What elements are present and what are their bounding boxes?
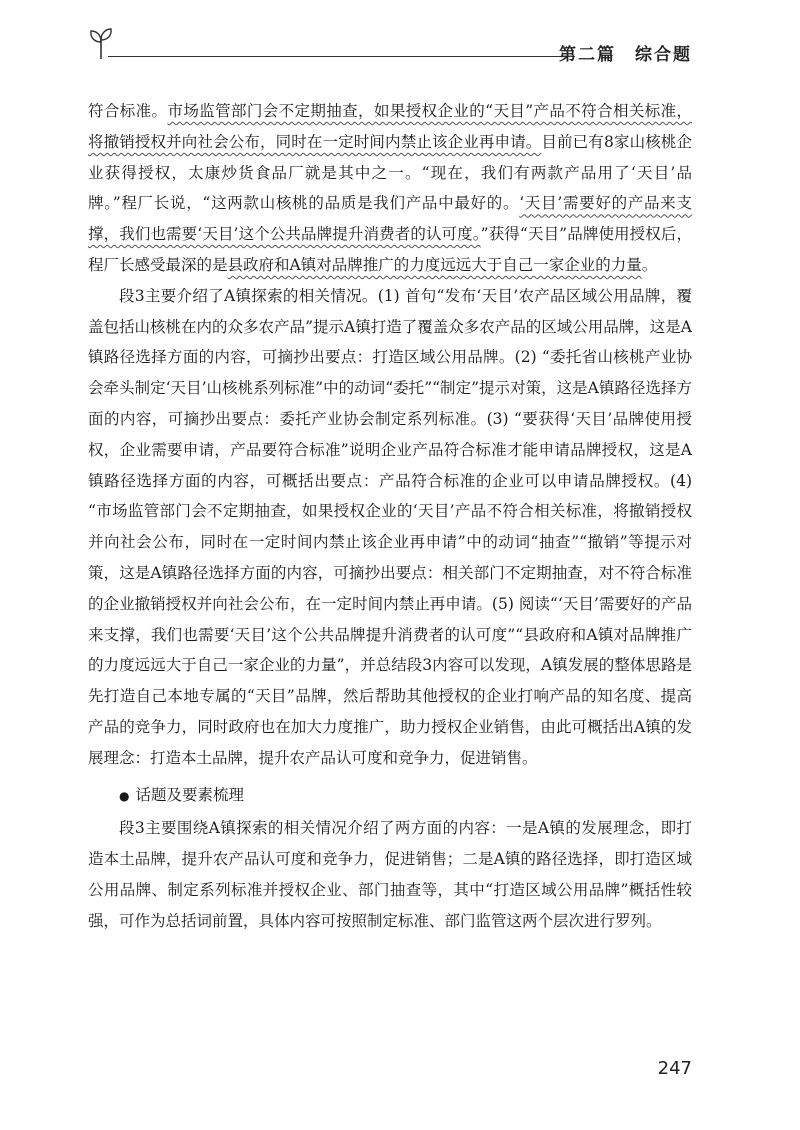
text-run: 。 [641, 255, 658, 274]
text-run: 符合标准。 [88, 102, 168, 120]
summary-paragraph: 段3主要围绕A镇探索的相关情况介绍了两方面的内容：一是A镇的发展理念，即打造本土品牌，提升农产品认可度和竞争力，促进销售；二是A镇的路径选择，即打造区域公用品牌、制定系列标准并授权企业、部门抽查等，其中“打造区域公用品牌”概括性较强，可作为总括词前置，具体内容可按照制定标准、部门监管这两个层次进行罗列。 [88, 819, 692, 930]
text-run: 目前已有8家山核桃企业获得授权，太康炒货食品厂就是其中之一。“现在，我们有两款产品用了‘天目’品牌。”程厂长说，“这两款山核桃的品质是我们产品中最好的。 [88, 132, 692, 213]
page-body [88, 96, 692, 937]
underlined-text: ‘天目’需要好的产品来支撑，我们也需要‘天目’这个公共品牌提升消费者的认可度。 [88, 194, 692, 244]
underlined-text: 市场监管部门会不定期抽查，如果授权企业的“天目”产品不符合相关标准，将撤销授权并向社会公布，同时在一定时间内禁止该企业再申请。 [88, 102, 692, 151]
underlined-text: 县政府和A镇对品牌推广的力度远远大于自己一家企业的力量 [227, 255, 642, 274]
page-header [88, 26, 692, 74]
header-rule [108, 56, 564, 57]
bullet-heading [88, 780, 692, 812]
bullet-icon: ● [119, 788, 130, 803]
page-number: 247 [657, 1058, 692, 1079]
paragraph-continuation [88, 96, 692, 281]
section-title: 第二篇 综合题 [559, 45, 692, 65]
bullet-heading-text: 话题及要素梳理 [135, 785, 244, 804]
analysis-paragraph: 段3主要介绍了A镇探索的相关情况。(1) 首句“发布‘天目’农产品区域公用品牌，覆盖包括山核桃在内的众多农产品”提示A镇打造了覆盖众多农产品的区域公用品牌，这是A镇路径选择方面的内容，可摘抄出要点：打造区域公用品牌。(2) “委托省山核桃产业协会牵头制定‘天目’山核桃系列标准”中的动词“委托”“制定”提示对策，这是A镇路径选择方面的内容，可摘抄出要点：委托产业协会制定系列标准。(3) “要获得‘天目’品牌使用授权，企业需要申请，产品要符合标准”说明企业产品符合标准才能申请品牌授权，这是A镇路径选择方面的内容，可概括出要点：产品符合标准的企业可以申请品牌授权。(4) “市场监管部门会不定期抽查，如果授权企业的‘天目’产品不符合相关标准，将撤销授权并向社会公布，同时在一定时间内禁止该企业再申请”中的动词“抽查”“撤销”等提示对策，这是A镇路径选择方面的内容，可摘抄出要点：相关部门不定期抽查，对不符合标准的企业撤销授权并向社会公布，在一定时间内禁止再申请。(5) 阅读“‘天目’需要好的产品来支撑，我们也需要‘天目’这个公共品牌提升消费者的认可度”“县政府和A镇对品牌推广的力度远远大于自己一家企业的力量”，并总结段3内容可以发现，A镇发展的整体思路是先打造自己本地专属的“天目”品牌，然后帮助其他授权的企业打响产品的知名度、提高产品的竞争力，同时政府也在加大力度推广，助力授权企业销售，由此可概括出A镇的发展理念：打造本土品牌，提升农产品认可度和竞争力，促进销售。 [88, 286, 692, 767]
sprout-icon [88, 26, 114, 60]
text-run: ”获得“天目”品牌使用授权后，程厂长感受最深的是 [88, 225, 693, 274]
